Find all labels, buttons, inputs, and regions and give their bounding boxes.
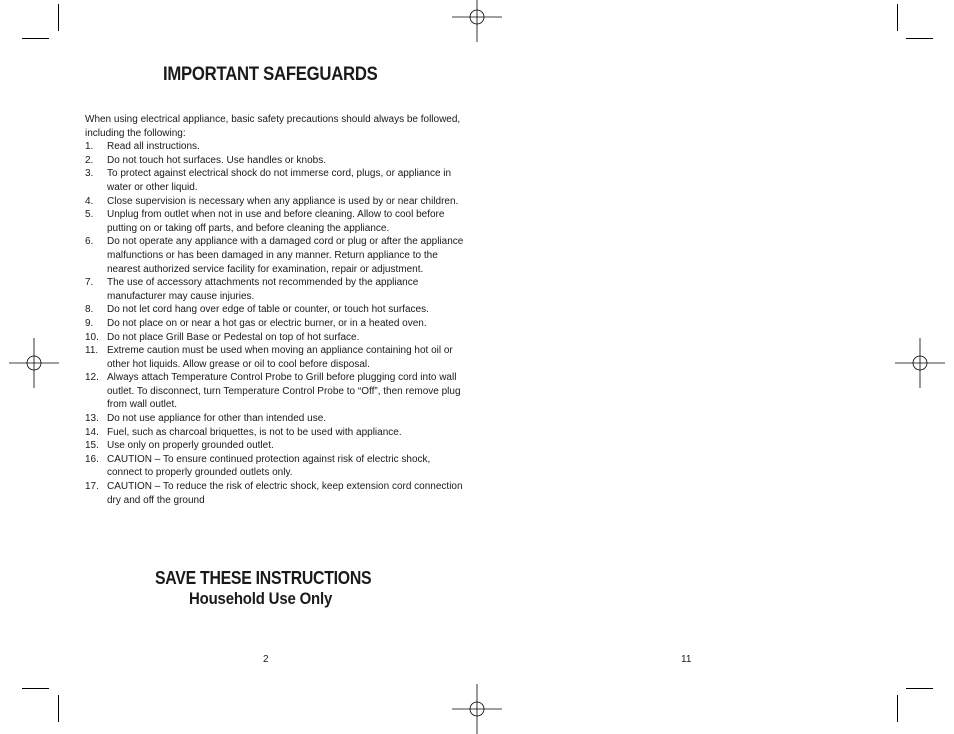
list-item-text: Do not place Grill Base or Pedestal on top of hot surface.: [107, 331, 360, 343]
list-item-text: Fuel, such as charcoal briquettes, is not to be used with appliance.: [107, 426, 402, 438]
list-item-text: Extreme caution must be used when moving an appliance containing hot oil or other hot liquids. Allow grease or oil to cool before disposal.: [107, 345, 453, 370]
crop-mark-top-left-vertical: [58, 4, 59, 31]
intro-paragraph: When using electrical appliance, basic safety precautions should always be followed, including the following:: [85, 114, 461, 139]
crop-mark-top-right-vertical: [897, 4, 898, 31]
list-item-number: 1.: [85, 141, 94, 153]
list-item-text: Use only on properly grounded outlet.: [107, 440, 274, 452]
save-instructions-heading: SAVE THESE INSTRUCTIONS: [155, 568, 372, 588]
list-item: [85, 453, 465, 480]
list-item-text: CAUTION – To reduce the risk of electric shock, keep extension cord connection dry and off the ground: [107, 481, 463, 506]
list-item-number: 12.: [85, 372, 99, 384]
registration-mark-right-icon: [895, 338, 945, 388]
list-item-text: Do not place on or near a hot gas or electric burner, or in a heated oven.: [107, 317, 427, 329]
list-item: [85, 412, 465, 426]
crop-mark-bottom-left-vertical: [58, 695, 59, 722]
list-item-number: 4.: [85, 195, 94, 207]
registration-mark-top-icon: [452, 0, 502, 42]
list-item: [85, 303, 465, 317]
list-item: [85, 208, 465, 235]
registration-mark-bottom-icon: [452, 684, 502, 734]
list-item-text: Do not touch hot surfaces. Use handles or knobs.: [107, 154, 327, 166]
page-number-left: 2: [263, 654, 269, 665]
list-item-number: 2.: [85, 154, 94, 166]
list-item-text: Do not operate any appliance with a damaged cord or plug or after the appliance malfunctions or has been damaged in any manner. Return appliance to the nearest authorized service facility for examination, repair or adjustment.: [107, 236, 464, 275]
list-item: [85, 276, 465, 303]
safeguards-list: [85, 140, 465, 507]
crop-mark-top-right-horizontal: [906, 38, 933, 39]
list-item: [85, 439, 465, 453]
list-item: [85, 331, 465, 345]
list-item: [85, 140, 465, 154]
list-item-number: 5.: [85, 209, 94, 221]
list-item: [85, 195, 465, 209]
list-item-text: Do not let cord hang over edge of table or counter, or touch hot surfaces.: [107, 304, 429, 316]
list-item-number: 15.: [85, 440, 99, 452]
crop-mark-top-left-horizontal: [22, 38, 49, 39]
list-item-number: 13.: [85, 413, 99, 425]
registration-mark-left-icon: [9, 338, 59, 388]
list-item-number: 10.: [85, 331, 99, 343]
list-item-number: 9.: [85, 317, 94, 329]
list-item-number: 11.: [85, 345, 99, 357]
list-item-number: 8.: [85, 304, 94, 316]
list-item: [85, 317, 465, 331]
list-item: [85, 235, 465, 276]
page-title: IMPORTANT SAFEGUARDS: [163, 64, 378, 85]
list-item-text: Unplug from outlet when not in use and before cleaning. Allow to cool before putting on or taking off parts, and before cleaning the appliance.: [107, 209, 445, 234]
list-item-number: 3.: [85, 168, 94, 180]
list-item-text: The use of accessory attachments not recommended by the appliance manufacturer may cause injuries.: [107, 277, 419, 302]
list-item-number: 7.: [85, 277, 94, 289]
list-item-text: Close supervision is necessary when any appliance is used by or near children.: [107, 195, 459, 207]
list-item: [85, 167, 465, 194]
list-item: [85, 480, 465, 507]
list-item: [85, 371, 465, 412]
crop-mark-bottom-left-horizontal: [22, 688, 49, 689]
list-item-number: 6.: [85, 236, 94, 248]
crop-mark-bottom-right-horizontal: [906, 688, 933, 689]
household-use-heading: Household Use Only: [189, 589, 333, 608]
crop-mark-bottom-right-vertical: [897, 695, 898, 722]
list-item: [85, 426, 465, 440]
list-item-number: 17.: [85, 481, 99, 493]
list-item: [85, 154, 465, 168]
list-item-text: Read all instructions.: [107, 141, 200, 153]
list-item-number: 14.: [85, 426, 99, 438]
list-item-text: To protect against electrical shock do not immerse cord, plugs, or appliance in water or other liquid.: [107, 168, 452, 193]
list-item-number: 16.: [85, 453, 99, 465]
list-item-text: Do not use appliance for other than intended use.: [107, 413, 327, 425]
list-item-text: Always attach Temperature Control Probe to Grill before plugging cord into wall outlet. To disconnect, turn Temperature Control Probe to “Off”, then remove plug from wall outlet.: [107, 372, 461, 411]
page-number-right: 11: [681, 654, 692, 665]
list-item: [85, 344, 465, 371]
list-item-text: CAUTION – To ensure continued protection against risk of electric shock, connect to properly grounded outlets only.: [107, 453, 431, 479]
safeguards-content: [85, 113, 465, 507]
